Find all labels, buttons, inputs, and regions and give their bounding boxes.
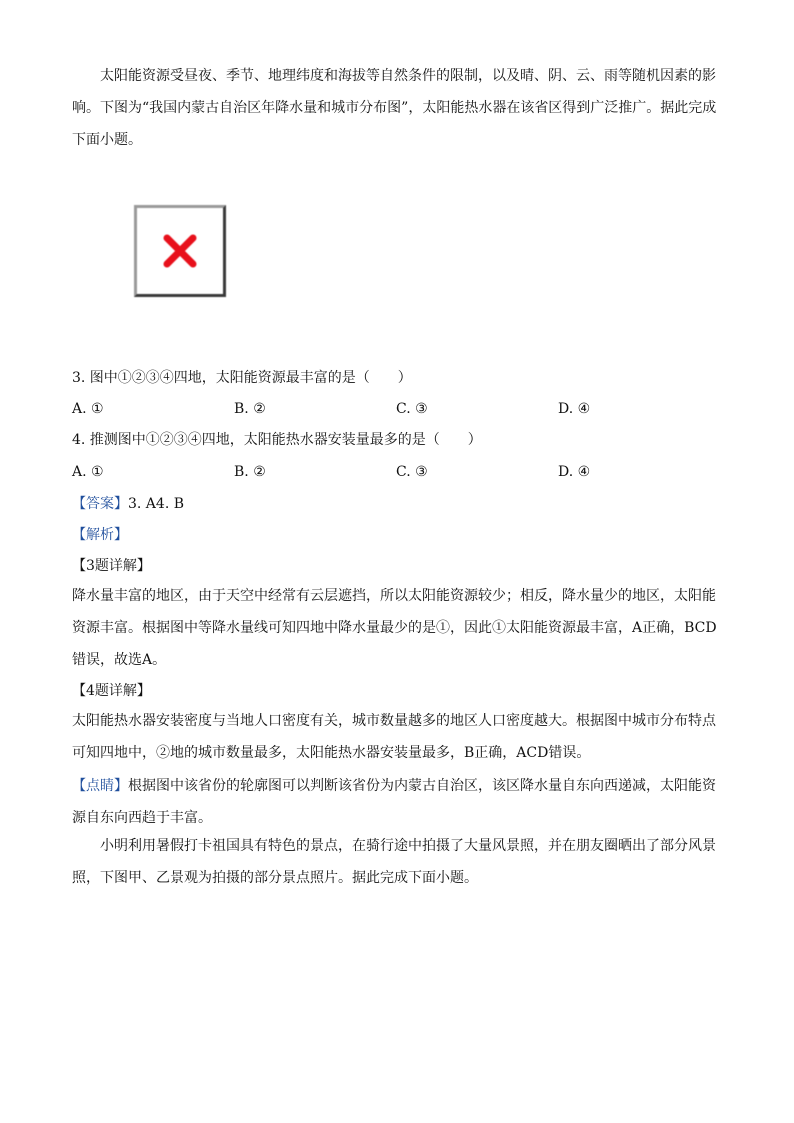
intro-paragraph: 太阳能资源受昼夜、季节、地理纬度和海拔等自然条件的限制，以及晴、阴、云、雨等随机因素的影响。下图为“我国内蒙古自治区年降水量和城市分布图”，太阳能热水器在该省区得到广泛推广。据此完成下面小题。 — [72, 68, 717, 148]
analysis-label: 【解析】 — [72, 527, 128, 543]
q4-option-c[interactable]: C. ③ — [396, 464, 428, 480]
answer-line — [72, 494, 184, 514]
q3-option-b[interactable]: B. ② — [234, 401, 266, 417]
broken-image-placeholder — [134, 205, 226, 297]
q3-option-c[interactable]: C. ③ — [396, 401, 428, 417]
next-intro-paragraph: 小明利用暑假打卡祖国具有特色的景点，在骑行途中拍摄了大量风景照，并在朋友圈晒出了部分风景照，下图甲、乙景观为拍摄的部分景点照片。据此完成下面小题。 — [72, 838, 716, 886]
question-3-stem: 3. 图中①②③④四地，太阳能资源最丰富的是（ ） — [72, 370, 412, 386]
broken-image-x-icon — [137, 208, 223, 294]
tip-label: 【点睛】 — [72, 778, 128, 794]
tip-paragraph — [72, 770, 724, 834]
q4-option-a[interactable]: A. ① — [72, 464, 104, 480]
q3-option-a[interactable]: A. ① — [72, 401, 104, 417]
detail-3-text: 降水量丰富的地区，由于天空中经常有云层遮挡，所以太阳能资源较少；相反，降水量少的地区，太阳能资源丰富。根据图中等降水量线可知四地中降水量最少的是①，因此①太阳能资源最丰富，A正确，BCD错误，故选A。 — [72, 588, 717, 668]
detail-4-text: 太阳能热水器安装密度与当地人口密度有关，城市数量越多的地区人口密度越大。根据图中城市分布特点可知四地中，②地的城市数量最多，太阳能热水器安装量最多，B正确，ACD错误。 — [72, 713, 716, 761]
q4-option-d[interactable]: D. ④ — [558, 464, 591, 480]
tip-text: 根据图中该省份的轮廓图可以判断该省份为内蒙古自治区，该区降水量自东向西递减，太阳能资源自东向西趋于丰富。 — [72, 778, 716, 826]
answer-text: 3. A4. B — [128, 496, 185, 512]
detail-4-label: 【4题详解】 — [72, 683, 151, 699]
detail-3-label: 【3题详解】 — [72, 558, 151, 574]
q4-option-b[interactable]: B. ② — [234, 464, 266, 480]
q3-option-d[interactable]: D. ④ — [558, 401, 591, 417]
question-4-stem: 4. 推测图中①②③④四地，太阳能热水器安装量最多的是（ ） — [72, 432, 482, 448]
answer-label: 【答案】 — [72, 496, 128, 512]
